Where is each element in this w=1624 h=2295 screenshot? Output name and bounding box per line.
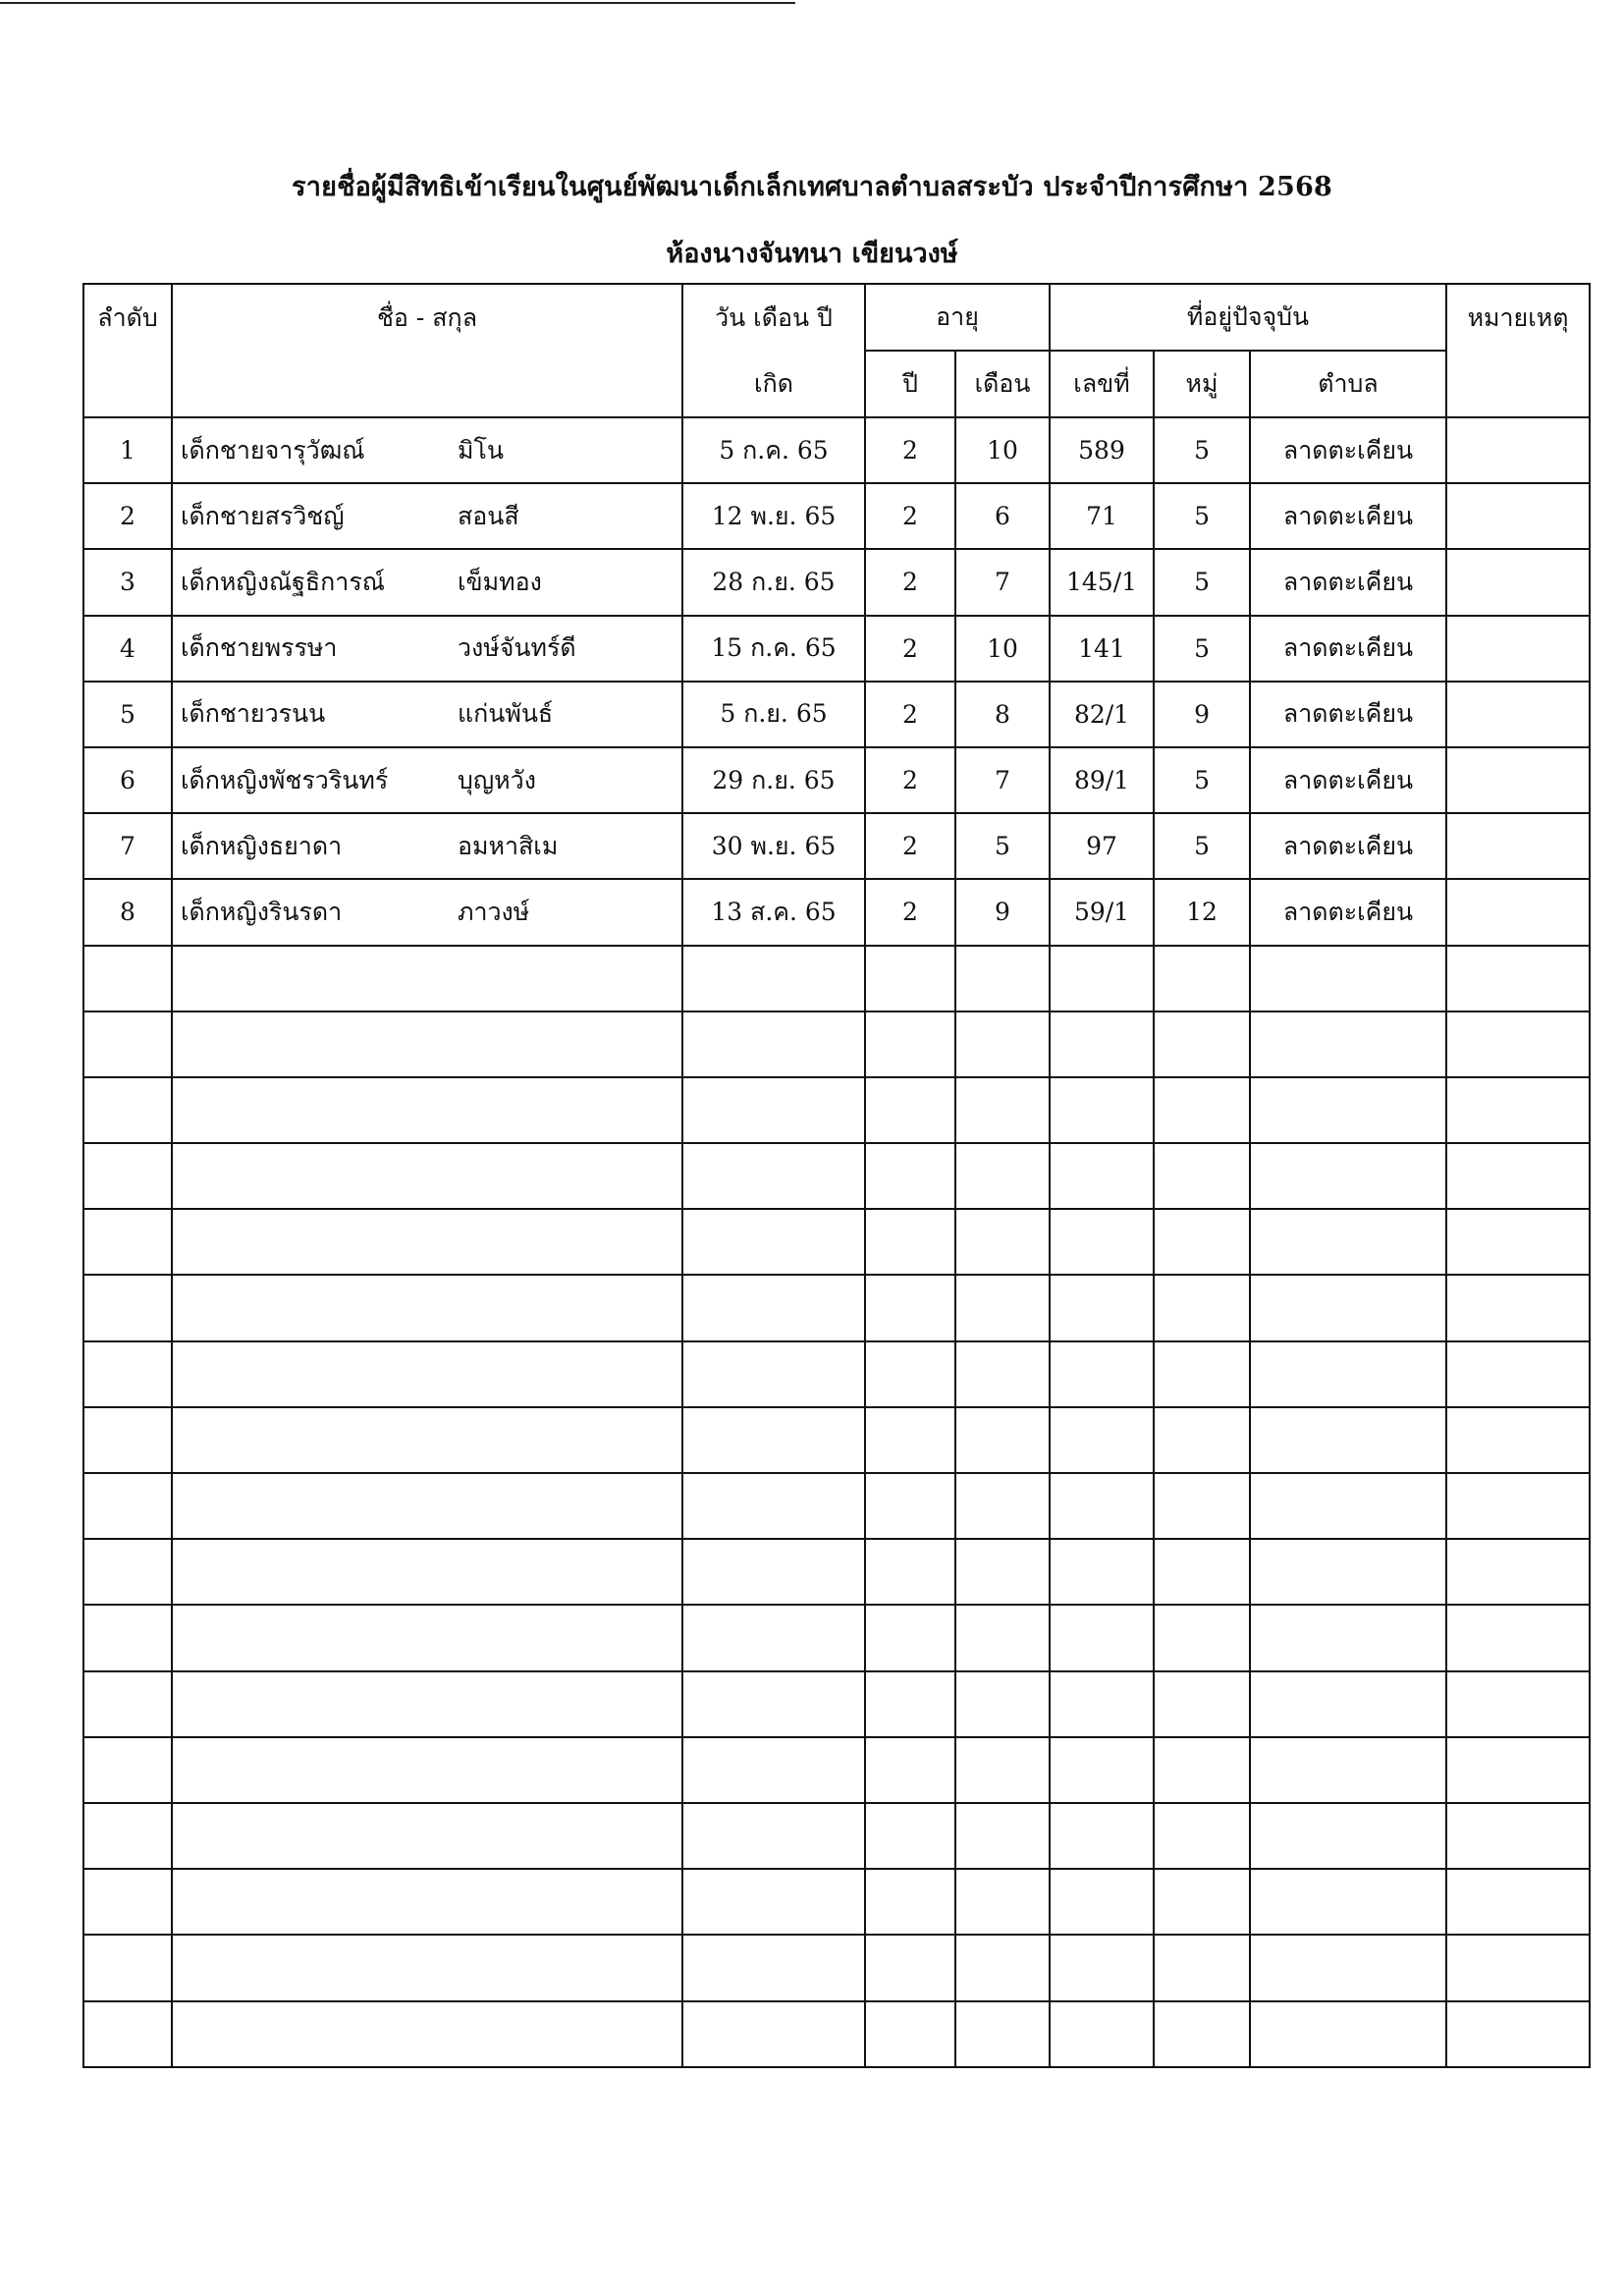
cell-age-year <box>865 1209 955 1275</box>
cell-age-year: 2 <box>865 879 955 945</box>
cell-moo: 5 <box>1154 616 1250 682</box>
cell-dob <box>682 946 865 1011</box>
table-row <box>83 1605 1590 1670</box>
header-remark-label: หมายเหตุ <box>1467 303 1569 332</box>
header-no <box>83 284 172 417</box>
cell-house-no: 589 <box>1050 417 1154 483</box>
cell-age-year <box>865 1605 955 1670</box>
cell-remark <box>1446 1539 1590 1605</box>
cell-house-no <box>1050 1473 1154 1539</box>
cell-tambon <box>1250 1077 1446 1143</box>
cell-age-month <box>955 1209 1050 1275</box>
cell-house-no <box>1050 1803 1154 1869</box>
cell-no <box>83 946 172 1011</box>
cell-no: 2 <box>83 483 172 549</box>
table-row <box>83 1935 1590 2000</box>
cell-moo: 9 <box>1154 682 1250 747</box>
cell-age-year <box>865 1869 955 1935</box>
cell-dob: 5 ก.ย. 65 <box>682 682 865 747</box>
cell-remark <box>1446 747 1590 813</box>
header-age: อายุ <box>865 284 1050 351</box>
header-dob-line1: วัน เดือน ปี <box>682 284 865 351</box>
cell-name <box>172 2001 682 2067</box>
header-name-label: ชื่อ - สกุล <box>376 303 478 332</box>
cell-house-no <box>1050 1275 1154 1340</box>
cell-name <box>172 1077 682 1143</box>
cell-no <box>83 1473 172 1539</box>
cell-age-year: 2 <box>865 549 955 615</box>
cell-no <box>83 1671 172 1737</box>
table-row <box>83 1539 1590 1605</box>
table-row <box>83 1011 1590 1077</box>
cell-house-no <box>1050 1143 1154 1209</box>
cell-tambon: ลาดตะเคียน <box>1250 616 1446 682</box>
cell-remark <box>1446 1803 1590 1869</box>
cell-no <box>83 1803 172 1869</box>
table-row <box>83 747 1590 813</box>
cell-age-month <box>955 1605 1050 1670</box>
cell-no: 3 <box>83 549 172 615</box>
cell-moo <box>1154 1209 1250 1275</box>
cell-name <box>172 616 682 682</box>
cell-remark <box>1446 682 1590 747</box>
cell-house-no: 59/1 <box>1050 879 1154 945</box>
table-row <box>83 1143 1590 1209</box>
table-row <box>83 682 1590 747</box>
scan-edge-line <box>0 2 795 4</box>
cell-dob <box>682 1407 865 1473</box>
cell-age-month <box>955 1539 1050 1605</box>
cell-tambon <box>1250 1935 1446 2000</box>
cell-name <box>172 1737 682 1803</box>
cell-age-year: 2 <box>865 483 955 549</box>
header-age-year: ปี <box>865 351 955 417</box>
cell-tambon <box>1250 946 1446 1011</box>
header-house-no: เลขที่ <box>1050 351 1154 417</box>
cell-age-year <box>865 1539 955 1605</box>
table-row <box>83 549 1590 615</box>
cell-dob: 15 ก.ค. 65 <box>682 616 865 682</box>
cell-first-name: เด็กหญิงรินรดา <box>181 897 343 926</box>
cell-dob <box>682 1011 865 1077</box>
cell-first-name: เด็กหญิงธยาดา <box>181 831 343 860</box>
cell-remark <box>1446 1671 1590 1737</box>
cell-house-no <box>1050 1077 1154 1143</box>
cell-name <box>172 1407 682 1473</box>
cell-remark <box>1446 1209 1590 1275</box>
cell-age-month <box>955 1473 1050 1539</box>
cell-first-name: เด็กชายพรรษา <box>181 633 338 663</box>
cell-no <box>83 1275 172 1340</box>
cell-age-month: 7 <box>955 549 1050 615</box>
cell-age-year <box>865 1803 955 1869</box>
header-age-month: เดือน <box>955 351 1050 417</box>
cell-name <box>172 682 682 747</box>
cell-moo: 12 <box>1154 879 1250 945</box>
cell-age-month <box>955 1407 1050 1473</box>
cell-age-year: 2 <box>865 747 955 813</box>
cell-tambon <box>1250 1275 1446 1340</box>
cell-age-year <box>865 1077 955 1143</box>
cell-no: 5 <box>83 682 172 747</box>
cell-last-name: แก่นพันธ์ <box>458 699 554 729</box>
cell-age-year: 2 <box>865 616 955 682</box>
cell-age-month: 10 <box>955 616 1050 682</box>
cell-age-year <box>865 1737 955 1803</box>
cell-remark <box>1446 813 1590 879</box>
table-row <box>83 1737 1590 1803</box>
cell-tambon <box>1250 1407 1446 1473</box>
cell-remark <box>1446 417 1590 483</box>
cell-no <box>83 1539 172 1605</box>
header-name <box>172 284 682 417</box>
cell-moo <box>1154 1605 1250 1670</box>
cell-age-month <box>955 946 1050 1011</box>
cell-name <box>172 1011 682 1077</box>
cell-house-no <box>1050 1407 1154 1473</box>
table-row <box>83 2001 1590 2067</box>
cell-no <box>83 2001 172 2067</box>
header-row-1 <box>83 284 1590 351</box>
table-row <box>83 1407 1590 1473</box>
cell-dob: 13 ส.ค. 65 <box>682 879 865 945</box>
cell-age-month <box>955 1671 1050 1737</box>
cell-tambon <box>1250 1011 1446 1077</box>
cell-remark <box>1446 1341 1590 1407</box>
cell-age-year <box>865 1341 955 1407</box>
document-subtitle: ห้องนางจันทนา เขียนวงษ์ <box>666 239 958 269</box>
cell-moo <box>1154 2001 1250 2067</box>
cell-name <box>172 1209 682 1275</box>
cell-age-month <box>955 1143 1050 1209</box>
cell-house-no <box>1050 1869 1154 1935</box>
cell-moo: 5 <box>1154 483 1250 549</box>
cell-name <box>172 1341 682 1407</box>
cell-remark <box>1446 1275 1590 1340</box>
cell-age-year <box>865 1011 955 1077</box>
cell-age-month <box>955 1341 1050 1407</box>
cell-dob <box>682 1539 865 1605</box>
table-header <box>83 284 1590 417</box>
header-tambon: ตำบล <box>1250 351 1446 417</box>
cell-name <box>172 747 682 813</box>
cell-name <box>172 483 682 549</box>
cell-last-name: เข็มทอง <box>458 567 542 596</box>
cell-name <box>172 1935 682 2000</box>
cell-dob <box>682 1143 865 1209</box>
cell-last-name: สอนสี <box>458 501 519 530</box>
cell-moo: 5 <box>1154 417 1250 483</box>
cell-tambon: ลาดตะเคียน <box>1250 879 1446 945</box>
cell-moo: 5 <box>1154 549 1250 615</box>
table-row <box>83 1209 1590 1275</box>
cell-moo <box>1154 1671 1250 1737</box>
cell-moo <box>1154 1737 1250 1803</box>
table-body <box>83 417 1590 2067</box>
cell-tambon: ลาดตะเคียน <box>1250 682 1446 747</box>
cell-no: 6 <box>83 747 172 813</box>
cell-name <box>172 1803 682 1869</box>
cell-age-month <box>955 1077 1050 1143</box>
cell-age-month <box>955 1869 1050 1935</box>
cell-name <box>172 417 682 483</box>
cell-first-name: เด็กหญิงณัฐธิการณ์ <box>181 567 385 596</box>
cell-age-month: 9 <box>955 879 1050 945</box>
cell-age-year <box>865 1935 955 2000</box>
cell-last-name: บุญหวัง <box>458 765 536 794</box>
cell-dob <box>682 1605 865 1670</box>
cell-age-year: 2 <box>865 417 955 483</box>
cell-dob <box>682 1077 865 1143</box>
cell-no <box>83 1143 172 1209</box>
cell-dob <box>682 1209 865 1275</box>
cell-house-no <box>1050 1935 1154 2000</box>
cell-dob: 29 ก.ย. 65 <box>682 747 865 813</box>
cell-first-name: เด็กหญิงพัชรวรินทร์ <box>181 765 389 794</box>
cell-name <box>172 1605 682 1670</box>
cell-age-year <box>865 1671 955 1737</box>
cell-name <box>172 1143 682 1209</box>
cell-name <box>172 1473 682 1539</box>
cell-tambon <box>1250 1869 1446 1935</box>
cell-dob <box>682 1341 865 1407</box>
cell-no <box>83 1869 172 1935</box>
header-moo: หมู่ <box>1154 351 1250 417</box>
cell-house-no: 145/1 <box>1050 549 1154 615</box>
cell-age-month: 10 <box>955 417 1050 483</box>
table-row <box>83 1869 1590 1935</box>
cell-dob: 5 ก.ค. 65 <box>682 417 865 483</box>
cell-name <box>172 1275 682 1340</box>
cell-tambon <box>1250 1605 1446 1670</box>
cell-name <box>172 1539 682 1605</box>
roster-table <box>82 283 1591 2068</box>
table-row <box>83 1803 1590 1869</box>
cell-first-name: เด็กชายสรวิชญ์ <box>181 501 345 530</box>
cell-age-month: 6 <box>955 483 1050 549</box>
cell-age-year: 2 <box>865 813 955 879</box>
cell-dob <box>682 1869 865 1935</box>
cell-no: 8 <box>83 879 172 945</box>
cell-moo: 5 <box>1154 813 1250 879</box>
cell-remark <box>1446 946 1590 1011</box>
table-row <box>83 879 1590 945</box>
table-row <box>83 1275 1590 1340</box>
table-row <box>83 946 1590 1011</box>
cell-house-no <box>1050 1341 1154 1407</box>
header-address: ที่อยู่ปัจจุบัน <box>1050 284 1446 351</box>
cell-no: 4 <box>83 616 172 682</box>
cell-tambon: ลาดตะเคียน <box>1250 417 1446 483</box>
cell-no <box>83 1935 172 2000</box>
table-row <box>83 616 1590 682</box>
cell-moo <box>1154 1539 1250 1605</box>
cell-tambon <box>1250 1473 1446 1539</box>
cell-dob: 28 ก.ย. 65 <box>682 549 865 615</box>
cell-dob <box>682 1935 865 2000</box>
cell-dob <box>682 1803 865 1869</box>
cell-no <box>83 1341 172 1407</box>
cell-moo <box>1154 1341 1250 1407</box>
cell-last-name: วงษ์จันทร์ดี <box>458 633 576 663</box>
cell-age-year <box>865 2001 955 2067</box>
cell-remark <box>1446 1077 1590 1143</box>
cell-dob: 12 พ.ย. 65 <box>682 483 865 549</box>
cell-last-name: มิโน <box>458 435 504 464</box>
cell-dob <box>682 1275 865 1340</box>
cell-remark <box>1446 1407 1590 1473</box>
cell-no <box>83 1011 172 1077</box>
cell-house-no <box>1050 1605 1154 1670</box>
cell-tambon <box>1250 2001 1446 2067</box>
cell-tambon: ลาดตะเคียน <box>1250 813 1446 879</box>
cell-first-name: เด็กชายจารุวัฒณ์ <box>181 435 365 464</box>
cell-moo <box>1154 1143 1250 1209</box>
cell-age-year: 2 <box>865 682 955 747</box>
cell-moo <box>1154 1011 1250 1077</box>
cell-house-no <box>1050 946 1154 1011</box>
cell-age-month <box>955 2001 1050 2067</box>
cell-age-month <box>955 1011 1050 1077</box>
cell-age-month <box>955 1737 1050 1803</box>
cell-house-no: 89/1 <box>1050 747 1154 813</box>
cell-age-month <box>955 1935 1050 2000</box>
cell-house-no <box>1050 1011 1154 1077</box>
cell-remark <box>1446 549 1590 615</box>
cell-name <box>172 1869 682 1935</box>
cell-no <box>83 1737 172 1803</box>
table-row <box>83 1077 1590 1143</box>
cell-tambon <box>1250 1737 1446 1803</box>
cell-remark <box>1446 1605 1590 1670</box>
cell-remark <box>1446 616 1590 682</box>
cell-tambon <box>1250 1143 1446 1209</box>
cell-moo <box>1154 1935 1250 2000</box>
cell-remark <box>1446 483 1590 549</box>
document-title: รายชื่อผู้มีสิทธิเข้าเรียนในศูนย์พัฒนาเด็กเล็กเทศบาลตำบลสระบัว ประจำปีการศึกษา 2568 <box>292 172 1332 202</box>
cell-tambon <box>1250 1803 1446 1869</box>
cell-no <box>83 1209 172 1275</box>
cell-house-no <box>1050 1737 1154 1803</box>
cell-age-year <box>865 946 955 1011</box>
cell-age-month: 5 <box>955 813 1050 879</box>
cell-tambon: ลาดตะเคียน <box>1250 549 1446 615</box>
cell-dob <box>682 1473 865 1539</box>
cell-dob: 30 พ.ย. 65 <box>682 813 865 879</box>
cell-moo <box>1154 946 1250 1011</box>
cell-no: 7 <box>83 813 172 879</box>
header-remark <box>1446 284 1590 417</box>
cell-house-no <box>1050 1671 1154 1737</box>
cell-age-month: 7 <box>955 747 1050 813</box>
cell-no <box>83 1605 172 1670</box>
header-dob-line2: เกิด <box>682 351 865 417</box>
cell-tambon <box>1250 1539 1446 1605</box>
cell-dob <box>682 1737 865 1803</box>
table-row <box>83 813 1590 879</box>
cell-remark <box>1446 1143 1590 1209</box>
cell-name <box>172 946 682 1011</box>
cell-no <box>83 1077 172 1143</box>
cell-name <box>172 1671 682 1737</box>
cell-age-year <box>865 1473 955 1539</box>
cell-tambon: ลาดตะเคียน <box>1250 747 1446 813</box>
cell-remark <box>1446 1011 1590 1077</box>
cell-moo <box>1154 1077 1250 1143</box>
cell-tambon <box>1250 1209 1446 1275</box>
cell-remark <box>1446 879 1590 945</box>
table-row <box>83 1341 1590 1407</box>
cell-age-year <box>865 1143 955 1209</box>
cell-moo <box>1154 1803 1250 1869</box>
cell-age-month: 8 <box>955 682 1050 747</box>
cell-tambon: ลาดตะเคียน <box>1250 483 1446 549</box>
cell-name <box>172 549 682 615</box>
cell-house-no: 71 <box>1050 483 1154 549</box>
cell-moo <box>1154 1869 1250 1935</box>
cell-last-name: ภาวงษ์ <box>458 897 530 926</box>
table-row <box>83 1473 1590 1539</box>
cell-age-year <box>865 1407 955 1473</box>
cell-moo <box>1154 1407 1250 1473</box>
cell-house-no <box>1050 1539 1154 1605</box>
cell-house-no: 97 <box>1050 813 1154 879</box>
cell-no: 1 <box>83 417 172 483</box>
cell-house-no <box>1050 1209 1154 1275</box>
cell-remark <box>1446 1935 1590 2000</box>
cell-last-name: อมหาสิเม <box>458 831 559 860</box>
cell-house-no: 82/1 <box>1050 682 1154 747</box>
cell-remark <box>1446 1473 1590 1539</box>
header-no-label: ลำดับ <box>97 303 158 332</box>
cell-dob <box>682 2001 865 2067</box>
table-row <box>83 417 1590 483</box>
table-row <box>83 483 1590 549</box>
cell-remark <box>1446 1869 1590 1935</box>
table-row <box>83 1671 1590 1737</box>
cell-age-month <box>955 1275 1050 1340</box>
cell-house-no: 141 <box>1050 616 1154 682</box>
cell-remark <box>1446 2001 1590 2067</box>
cell-no <box>83 1407 172 1473</box>
cell-moo: 5 <box>1154 747 1250 813</box>
cell-moo <box>1154 1275 1250 1340</box>
cell-age-month <box>955 1803 1050 1869</box>
cell-first-name: เด็กชายวรนน <box>181 699 326 729</box>
cell-moo <box>1154 1473 1250 1539</box>
cell-name <box>172 879 682 945</box>
cell-remark <box>1446 1737 1590 1803</box>
cell-dob <box>682 1671 865 1737</box>
cell-name <box>172 813 682 879</box>
cell-tambon <box>1250 1671 1446 1737</box>
cell-age-year <box>865 1275 955 1340</box>
cell-house-no <box>1050 2001 1154 2067</box>
cell-tambon <box>1250 1341 1446 1407</box>
